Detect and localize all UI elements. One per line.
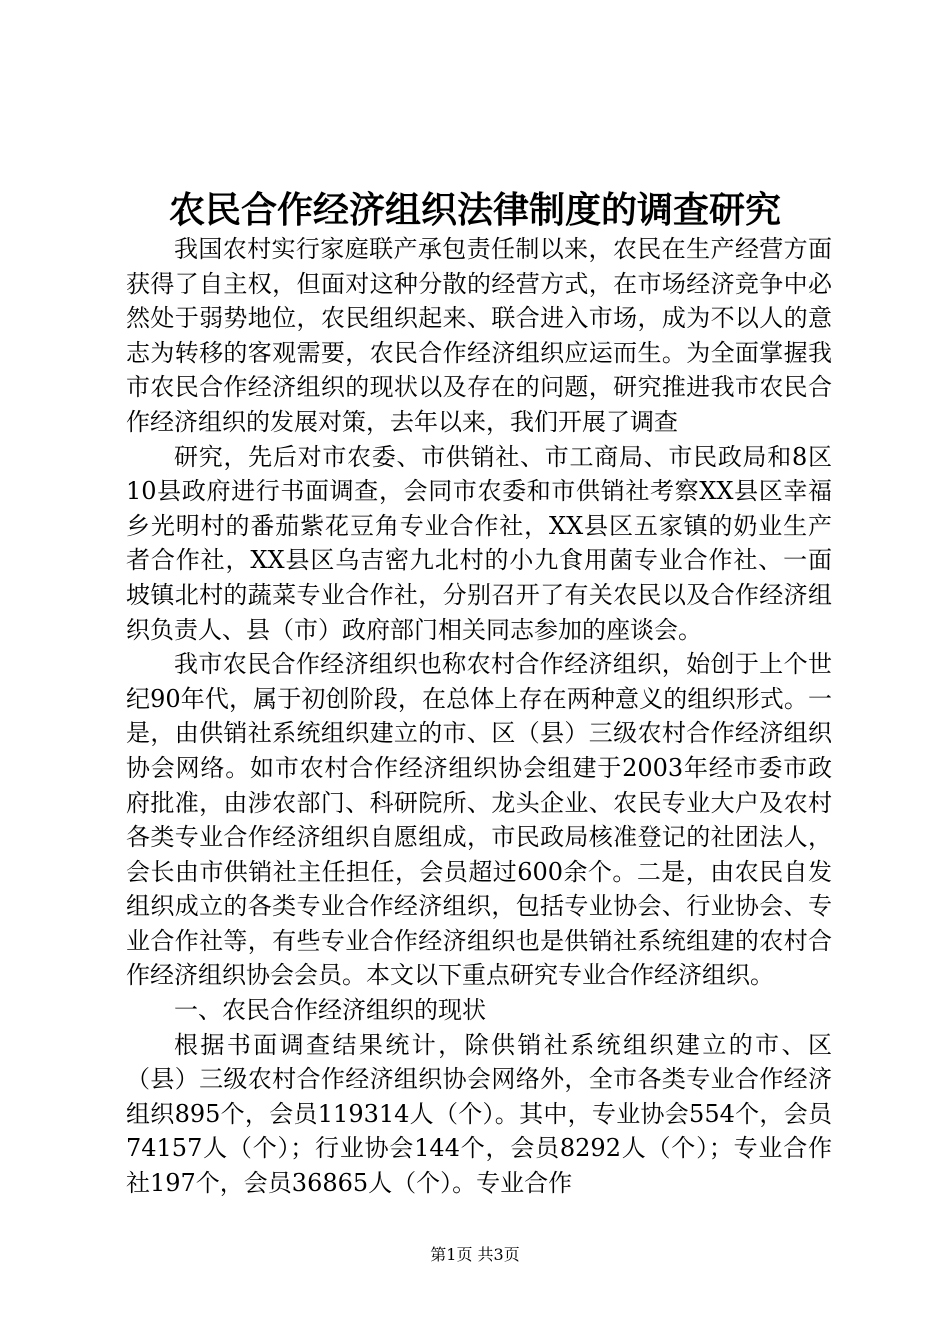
paragraph: 我市农民合作经济组织也称农村合作经济组织，始创于上个世纪90年代，属于初创阶段，在总体上存在两种意义的组织形式。一是，由供销社系统组织建立的市、区（县）三级农村合作经济组织协会网络。如市农村合作经济组织协会组建于2003年经市委市政府批准，由涉农部门、科研院所、龙头企业、农民专业大户及农村各类专业合作经济组织自愿组成，市民政局核准登记的社团法人，会长由市供销社主任担任，会员超过600余个。二是，由农民自发组织成立的各类专业合作经济组织，包括专业协会、行业协会、专业合作社等，有些专业合作经济组织也是供销社系统组建的农村合作经济组织协会会员。本文以下重点研究专业合作经济组织。 [126,650,832,990]
document-title: 农民合作经济组织法律制度的调查研究 [168,189,781,231]
document-body [126,232,832,1201]
paragraph: 我国农村实行家庭联产承包责任制以来，农民在生产经营方面获得了自主权，但面对这种分散的经营方式，在市场经济竞争中必然处于弱势地位，农民组织起来、联合进入市场，成为不以人的意志为转移的客观需要，农民合作经济组织应运而生。为全面掌握我市农民合作经济组织的现状以及存在的问题，研究推进我市农民合作经济组织的发展对策，去年以来，我们开展了调查 [126,235,832,436]
page-footer: 第1页 共3页 [430,1245,520,1264]
paragraph: 根据书面调查结果统计，除供销社系统组织建立的市、区（县）三级农村合作经济组织协会网络外，全市各类专业合作经济组织895个，会员119314人（个）。其中，专业协会554个，会员74157人（个）；行业协会144个，会员8292人（个）；专业合作社197个，会员36865人（个）。专业合作 [126,1030,832,1198]
section-heading: 一、农民合作经济组织的现状 [174,996,486,1025]
paragraph: 研究，先后对市农委、市供销社、市工商局、市民政局和8区10县政府进行书面调查，会同市农委和市供销社考察XX县区幸福乡光明村的番茄紫花豆角专业合作社，XX县区五家镇的奶业生产者合作社，XX县区乌吉密九北村的小九食用菌专业合作社、一面坡镇北村的蔬菜专业合作社，分别召开了有关农民以及合作经济组织负责人、县（市）政府部门相关同志参加的座谈会。 [126,442,832,644]
